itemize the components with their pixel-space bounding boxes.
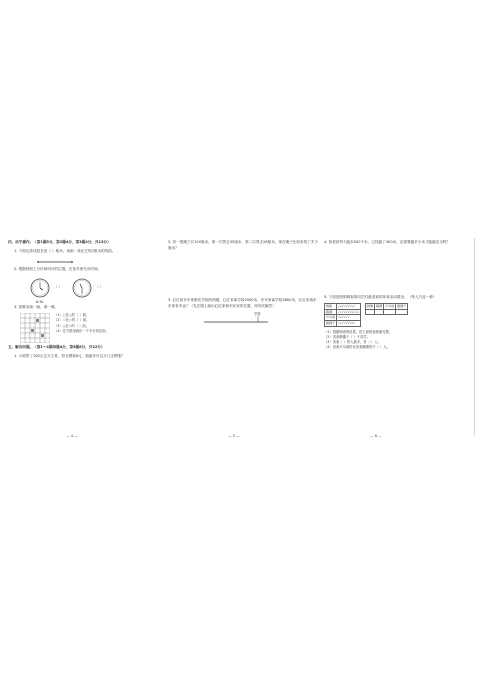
clock-caption: 6:30: [36, 299, 44, 304]
sub-question: （4）喜欢乒乓球的比喜欢跳绳的少（ ）人。: [324, 345, 390, 350]
tally-label: 踢毽: [325, 309, 337, 315]
clock-answer-2: （ ）: [95, 285, 104, 290]
question-5-1: 1. 小明带了100元去买文具，每支钢笔8元，他最多可以买几支钢笔？: [14, 353, 125, 358]
tally-label: 跳绳: [325, 304, 337, 310]
clock-icon: [30, 278, 50, 298]
count-header: 踢毽: [376, 304, 383, 309]
clock-answer-1: （ ）: [54, 285, 62, 290]
tally-label: 乒乓球: [326, 315, 336, 320]
tally-tables: [324, 303, 474, 327]
table-row: [325, 304, 361, 310]
grid-item: （1）□在△的（ ）面。: [54, 313, 90, 318]
right-column: [324, 240, 474, 350]
grid-item: （2）☆在○的（ ）面。: [54, 318, 90, 323]
section5-title: 五、解决问题。（第1～4题每题4分，第5题6分，共22分）: [8, 345, 105, 350]
table-row: [366, 304, 408, 310]
answer-space: [324, 249, 474, 295]
sub-question: （1）根据调查的结果，把上面的表格填完整。: [324, 329, 393, 334]
page-number: — 5 —: [228, 434, 240, 438]
question-4-1: 1. 下面这条线段长是（ ）厘米，再画一条比它短2厘米的线段。: [14, 248, 116, 253]
middle-column: [168, 240, 318, 326]
table-row: [325, 321, 361, 327]
section4-title: 四、动手操作。（第1题5分，第2题4分，第3题4分，共13分）: [8, 240, 111, 244]
count-table: [365, 303, 408, 315]
tally-marks: √√√√√√√√√: [337, 321, 361, 327]
count-header: 踢毽子: [397, 304, 407, 309]
count-header: 跳绳: [367, 304, 374, 309]
tally-marks: √√√√√√: [337, 315, 361, 321]
grid-sub-questions: [54, 313, 109, 343]
tally-marks: √√√√√√√√√√√: [338, 309, 360, 314]
tally-table: [324, 303, 361, 327]
sub-question: （3）喜欢（ ）的人最多，有（ ）人。: [324, 339, 381, 344]
question-5-2: 2. 有一根绳子长100厘米，第一次剪去35厘米，第二次剪去28厘米，现在绳子比原来短了多少厘米？: [168, 240, 318, 250]
table-row: [366, 309, 408, 315]
grid-item: （4）在方格里画出一个平行四边形。: [54, 328, 109, 333]
question-5-5: 5. 下面是明明调查的同学们最喜欢的体育活动情况。（每人只选一种）: [324, 294, 437, 299]
question-4-2: 2. 根据钟面上分针和时针的位置，在括号里写出时间。: [14, 267, 102, 272]
tally-label: 踢毽子: [326, 321, 336, 326]
answer-space: [168, 254, 318, 298]
sub-questions: [324, 330, 474, 350]
tally-marks: √√√√√√√√√: [337, 304, 361, 310]
page-edge-divider: [474, 238, 475, 436]
page-number: — 6 —: [370, 434, 382, 438]
count-header: 乒乓球: [385, 304, 395, 309]
question-5-3: 3. 红红和东东家都在学校的两端，红红家离学校2000米，东东家离学校2800米，红红家离东东家有多远？（先在图上画出红红家和东东家的位置，再列式解答）: [168, 298, 317, 308]
grid-question: [8, 313, 160, 343]
grid-item: （3）△在☆的（ ）面。: [54, 323, 90, 328]
left-column: [8, 240, 160, 362]
clock-row: [8, 276, 160, 300]
school-label: 学校: [254, 312, 261, 317]
number-line-figure: [168, 312, 318, 326]
exam-sheet: [0, 228, 480, 448]
sub-question: （2）喜欢踢毽子（ ）个同学。: [324, 334, 371, 339]
square-grid-figure: [20, 313, 50, 343]
line-segment-figure: [8, 257, 148, 267]
distance-line: [168, 312, 318, 326]
question-4-3: 3. 按要求画一画，填一填。: [14, 304, 59, 309]
page-number: — 4 —: [66, 434, 78, 438]
clock-icon: [72, 278, 92, 298]
question-5-4: 4. 张叔叔每天跑步500千米，已经跑了400米，还需要跑多少米才能跑完全程？: [324, 240, 451, 244]
